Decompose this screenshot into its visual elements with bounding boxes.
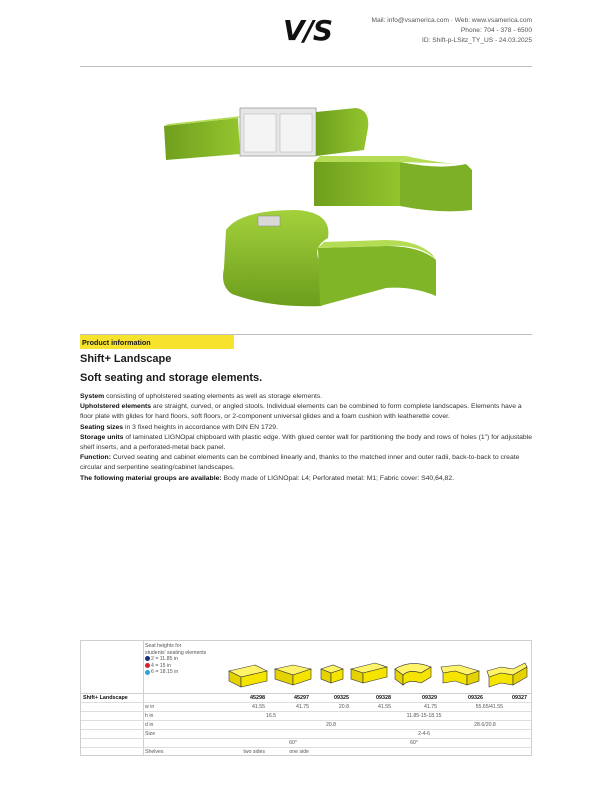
spec-table xyxy=(80,640,532,756)
model-45298: 45298 xyxy=(250,695,265,701)
section-tag: Product information xyxy=(80,335,234,349)
row-angle: 60° 60° xyxy=(81,738,531,746)
paragraph-storage: Storage units of laminated LIGNOpal chipboard with plastic edge. With glued center wall for partitioning the body and rows of holes (1") for adjustable shelf inserts, and a perforated-metal back panel. xyxy=(80,433,532,452)
seat-straight-mid xyxy=(314,162,400,206)
description-body xyxy=(80,392,532,484)
contact-phone: Phone: 704 - 378 - 6500 xyxy=(460,27,532,34)
blue-dot-icon xyxy=(145,670,150,675)
row-shelves: Shelves two sides one side xyxy=(81,747,531,755)
model-09329: 09329 xyxy=(422,695,437,701)
product-name-cell: Shift+ Landscape xyxy=(83,695,128,701)
paragraph-system: System consisting of upholstered seating elements as well as storage elements. xyxy=(80,393,323,400)
model-09327: 09327 xyxy=(512,695,527,701)
legend-item: 4 = 15 in xyxy=(145,663,227,670)
row-depth: d in 20.8 28.6/20.8 xyxy=(81,720,531,728)
vs-logo: V/S xyxy=(283,14,333,47)
red-dot-icon xyxy=(145,663,150,668)
seat-curved-bottom xyxy=(318,246,436,306)
top-divider xyxy=(80,66,532,67)
model-09326: 09326 xyxy=(468,695,483,701)
thumb-09327-icon xyxy=(483,655,531,691)
seat-curved-mid xyxy=(400,162,472,211)
product-hero-image xyxy=(160,98,480,320)
row-height: h in 16.5 11.85-15-18.15 xyxy=(81,711,531,719)
contact-block xyxy=(372,16,532,46)
thumb-09328-icon xyxy=(347,655,391,691)
product-subtitle: Soft seating and storage elements. xyxy=(80,372,263,384)
model-header-row xyxy=(81,693,531,701)
product-title: Shift+ Landscape xyxy=(80,353,172,365)
seat-height-legend: Seat heights for students' seating elements 2 = 11.85 in 4 = 15 in 6 = 18.15 in xyxy=(145,643,227,676)
model-45297: 45297 xyxy=(294,695,309,701)
navy-dot-icon xyxy=(145,656,150,661)
paragraph-upholstered: Upholstered elements are straight, curved, or angled stools. Individual elements can be combined to form complete landscapes. Elements have a floor plate with glides for hard floors, soft floors, or 2-component universal glides and a foam cushion with leatherette cover. xyxy=(80,403,522,421)
thumb-45298-icon xyxy=(225,655,271,691)
legend-item: 2 = 11.85 in xyxy=(145,656,227,663)
paragraph-seating-sizes: Seating sizes in 3 fixed heights in accordance with DIN EN 1729. xyxy=(80,423,278,431)
model-09328: 09328 xyxy=(376,695,391,701)
thumb-09329-icon xyxy=(391,655,437,691)
display-panel xyxy=(258,216,280,226)
seat-right-top xyxy=(316,108,368,156)
contact-mail-web: Mail: info@vsamerica.com · Web: www.vsamerica.com xyxy=(371,17,532,24)
thumb-09326-icon xyxy=(437,655,483,691)
paragraph-materials: The following material groups are available: Body made of LIGNOpal: L4; Perforated metal: M1; Fabric cover: S40,64,82. xyxy=(80,474,454,482)
model-09325: 09325 xyxy=(334,695,349,701)
legend-item: 6 = 18.15 in xyxy=(145,669,227,676)
thumb-45297-icon xyxy=(271,655,315,691)
document-id: ID: Shift-p-LSitz_TY_US - 24.03.2025 xyxy=(422,37,532,44)
paragraph-function: Function: Curved seating and cabinet elements can be combined linearly and, thanks to the matched inner and outer radii, back-to-back to create circular and serpentine seating/cabinet landscapes. xyxy=(80,454,520,472)
row-width: w in 41.55 41.75 20.8 41.55 41.75 55.65/41.55 xyxy=(81,702,531,710)
row-size: Size 2-4-6 xyxy=(81,729,531,737)
thumb-09325-icon xyxy=(315,655,347,691)
